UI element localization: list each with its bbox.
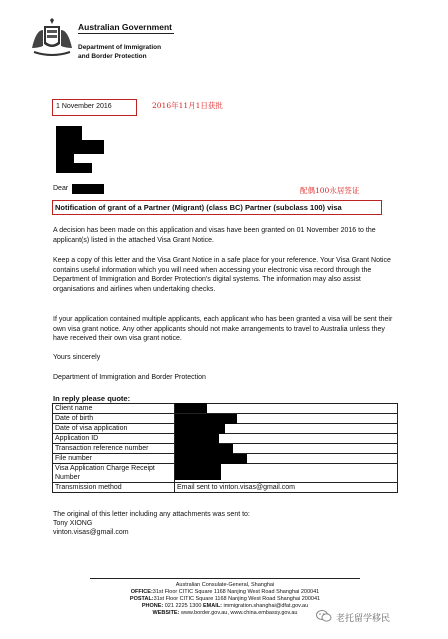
table-key: Client name — [53, 404, 175, 414]
signoff: Department of Immigration and Border Protection — [53, 374, 206, 381]
table-key: File number — [53, 454, 175, 464]
table-value — [175, 464, 398, 483]
header-rule — [78, 33, 174, 34]
footer-office-name: Australian Consulate-General, Shanghai — [175, 582, 275, 588]
address-redaction — [56, 140, 104, 154]
table-value — [175, 444, 398, 454]
quote-heading: In reply please quote: — [53, 394, 131, 403]
footer-postal-value: 31st Floor CITIC Square 1168 Nanjing West Road Shanghai 200041 — [153, 596, 321, 602]
footer-website-label: WEBSITE: — [152, 610, 180, 616]
watermark-text: 老托留学移民 — [336, 614, 391, 624]
table-key: Application ID — [53, 434, 175, 444]
table-value — [175, 414, 398, 424]
table-row — [53, 483, 398, 493]
value-redaction — [175, 434, 219, 444]
value-redaction — [175, 454, 247, 464]
letter-date: 1 November 2016 — [56, 103, 112, 110]
salutation-text: Dear — [53, 185, 69, 192]
table-row — [53, 444, 398, 454]
paragraph-keep-copy: Keep a copy of this letter and the Visa Grant Notice in a safe place for your reference. Your Visa Grant Notice contains useful information which you will need when accessing your electronic visa record through the Department of Immigration and Border Protection's digital systems. The information may also assist organisations and airlines when undertaking checks. — [53, 257, 391, 293]
value-redaction — [175, 444, 233, 454]
table-row — [53, 454, 398, 464]
footer-office — [92, 589, 358, 596]
closing: Yours sincerely — [53, 354, 101, 361]
table-key: Date of visa application — [53, 424, 175, 434]
wechat-icon — [316, 609, 332, 623]
table-key: Transaction reference number — [53, 444, 175, 454]
table-key: Visa Application Charge Receipt Number — [53, 464, 175, 483]
footer-postal-label: POSTAL: — [129, 596, 154, 602]
value-redaction — [175, 464, 221, 480]
footer-phone-value: 021 2225 1300 — [164, 603, 202, 609]
grant-date-annotation: 2016年11月1日获批 — [152, 101, 223, 110]
table-value — [175, 454, 398, 464]
salutation — [53, 185, 68, 192]
address-redaction — [56, 163, 92, 173]
table-value — [175, 404, 398, 414]
footer-office-label: OFFICE: — [130, 589, 153, 595]
value-redaction — [175, 414, 237, 424]
footer-email-label: EMAIL: — [203, 603, 222, 609]
table-row — [53, 414, 398, 424]
table-row — [53, 464, 398, 483]
paragraph-multiple-applicants: If your application contained multiple applicants, each applicant who has been granted a visa will be sent their own visa grant notice. Any other applicants should not make arrangements to travel to Australia unless they have received their own visa grant notice. — [53, 316, 393, 342]
recipient-email: vinton.visas@gmail.com — [53, 529, 129, 536]
subject-line: Notification of grant of a Partner (Migrant) (class BC) Partner (subclass 100) visa — [55, 203, 342, 212]
table-value — [175, 434, 398, 444]
table-value — [175, 424, 398, 434]
footer-office-value: 31st Floor CITIC Square 1168 Nanjing West Road Shanghai 200041 — [152, 589, 320, 595]
sent-to-line: The original of this letter including any attachments was sent to: — [53, 511, 250, 518]
transmission-method-value: Email sent to vinton.visas@gmail.com — [175, 483, 398, 493]
paragraph-decision: A decision has been made on this application and visas have been granted on 01 November 2016 to the applicant(s) listed in the attached Visa Grant Notice. — [53, 227, 376, 244]
footer-rule — [90, 578, 360, 579]
footer-postal — [92, 596, 358, 603]
table-row — [53, 404, 398, 414]
recipient-name: Tony XIONG — [53, 520, 93, 527]
footer-website-value: www.border.gov.au, www.china.embassy.gov.au — [180, 610, 298, 616]
name-redaction — [72, 184, 104, 194]
table-row — [53, 434, 398, 444]
table-key: Date of birth — [53, 414, 175, 424]
table-key: Transmission method — [53, 483, 175, 493]
table-row — [53, 424, 398, 434]
value-redaction — [175, 403, 207, 413]
footer-phone-label: PHONE: — [141, 603, 164, 609]
department-line-2: and Border Protection — [78, 53, 147, 60]
department-name — [78, 43, 161, 61]
footer-email-value: immigration.shanghai@dfat.gov.au — [223, 603, 309, 609]
department-line-1: Department of Immigration — [78, 44, 162, 51]
value-redaction — [175, 424, 225, 434]
visa-type-annotation: 配偶100永居签证 — [300, 186, 360, 195]
address-redaction — [56, 126, 82, 140]
reference-table — [52, 403, 398, 493]
government-title: Australian Government — [78, 22, 172, 32]
coat-of-arms-icon — [30, 18, 74, 58]
address-redaction — [56, 154, 74, 163]
